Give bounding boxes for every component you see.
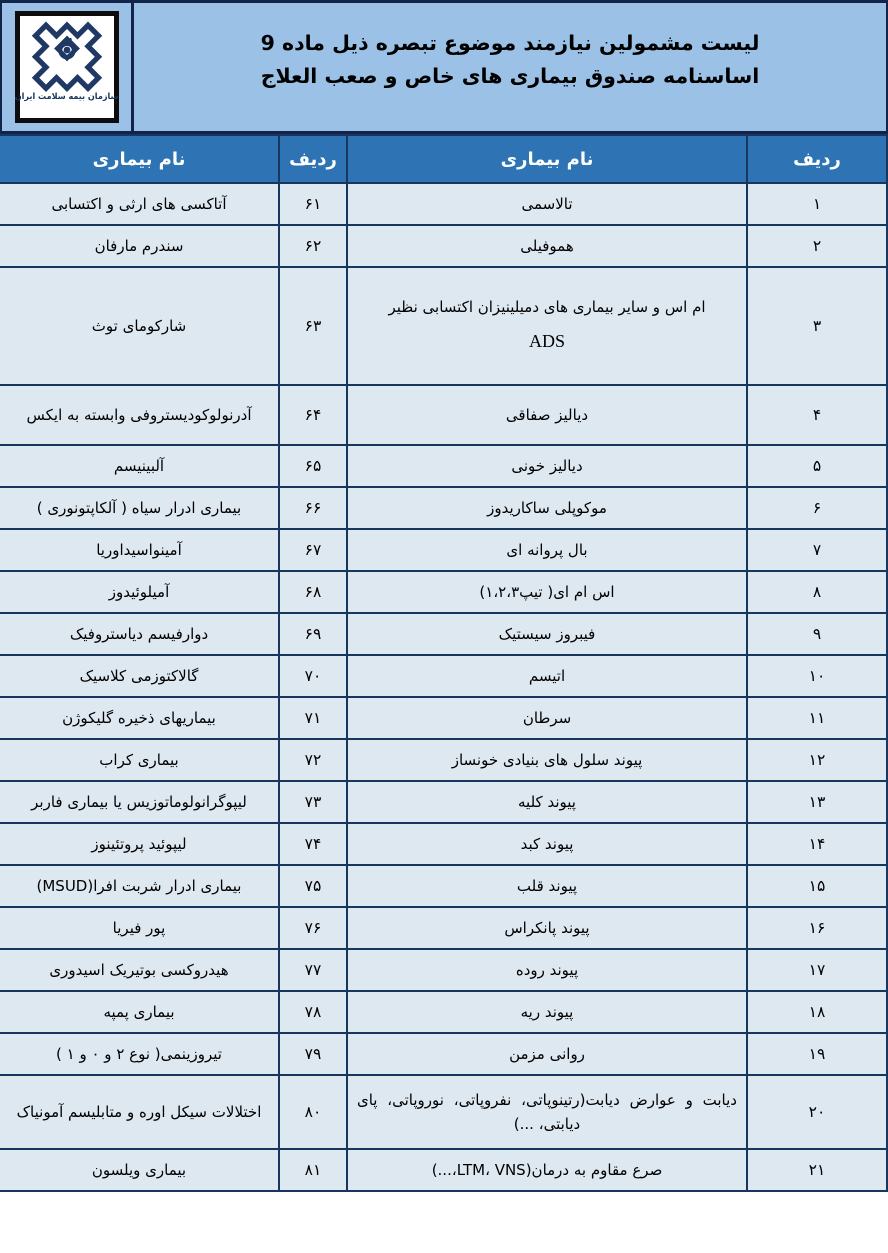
cell-row-number-left: ۸۰ (279, 1075, 347, 1149)
column-header-row-number-left: ردیف (279, 135, 347, 183)
cell-disease-name-left: آمیلوئیدوز (0, 571, 279, 613)
cell-row-number-left: ۷۸ (279, 991, 347, 1033)
table-row (0, 1075, 887, 1149)
table-row (0, 907, 887, 949)
table-row (0, 571, 887, 613)
cell-row-number-left: ۶۶ (279, 487, 347, 529)
table-row (0, 655, 887, 697)
table-row (0, 487, 887, 529)
cell-disease-name-right: پیوند قلب (347, 865, 747, 907)
cell-disease-name-right: پیوند کبد (347, 823, 747, 865)
cell-row-number-left: ۶۸ (279, 571, 347, 613)
cell-disease-name-left: بیماری کراب (0, 739, 279, 781)
cell-disease-name-left: شارکومای توث (0, 267, 279, 385)
cell-disease-name-right: پیوند پانکراس (347, 907, 747, 949)
cell-disease-name-right: دیابت و عوارض دیابت(رتینوپاتی، نفروپاتی، نوروپاتی، پای دیابتی، ...) (347, 1075, 747, 1149)
cell-disease-name-left: آدرنولوکودیستروفی وابسته به ایکس (0, 385, 279, 445)
table-row (0, 183, 887, 225)
cell-disease-name-left: بیماری پمپه (0, 991, 279, 1033)
cell-disease-name-right: تالاسمی (347, 183, 747, 225)
table-header (0, 135, 887, 183)
cell-disease-name-right: اس ام ای( تیپ۱،۲،۳) (347, 571, 747, 613)
cell-disease-name-right: دیالیز خونی (347, 445, 747, 487)
cell-row-number-right: ۷ (747, 529, 887, 571)
cell-disease-name-left: اختلالات سیکل اوره و متابلیسم آمونیاک (0, 1075, 279, 1149)
cell-row-number-right: ۵ (747, 445, 887, 487)
cell-disease-name-left: سندرم مارفان (0, 225, 279, 267)
cell-disease-name-left: لیپوگرانولوماتوزیس یا بیماری فاربر (0, 781, 279, 823)
cell-row-number-right: ۱۵ (747, 865, 887, 907)
cell-disease-name-right: فیبروز سیستیک (347, 613, 747, 655)
cell-row-number-left: ۷۹ (279, 1033, 347, 1075)
cell-disease-name-right: پیوند سلول های بنیادی خونساز (347, 739, 747, 781)
cell-row-number-right: ۲۰ (747, 1075, 887, 1149)
table-row (0, 865, 887, 907)
organization-logo (15, 11, 119, 123)
cell-disease-name-left: دوارفیسم دیاستروفیک (0, 613, 279, 655)
cell-row-number-left: ۷۴ (279, 823, 347, 865)
document-title-line-2: اساسنامه صندوق بیماری های خاص و صعب العلاج (260, 64, 760, 88)
cell-row-number-right: ۱۶ (747, 907, 887, 949)
cell-disease-name-left: لیپوئید پروتئینوز (0, 823, 279, 865)
cell-disease-name-right: هموفیلی (347, 225, 747, 267)
table-row (0, 949, 887, 991)
cell-disease-name-left: هیدروکسی بوتیریک اسیدوری (0, 949, 279, 991)
cell-row-number-right: ۲ (747, 225, 887, 267)
table-row (0, 991, 887, 1033)
cell-row-number-right: ۲۱ (747, 1149, 887, 1191)
cell-row-number-right: ۱۷ (747, 949, 887, 991)
organization-logo-cell (2, 3, 134, 131)
table-row (0, 445, 887, 487)
table-body (0, 183, 887, 1191)
column-header-disease-name-left: نام بیماری (0, 135, 279, 183)
cell-row-number-right: ۹ (747, 613, 887, 655)
cell-row-number-left: ۶۷ (279, 529, 347, 571)
cell-row-number-left: ۶۴ (279, 385, 347, 445)
table-row (0, 529, 887, 571)
cell-row-number-right: ۱ (747, 183, 887, 225)
document-header-banner (0, 0, 888, 134)
table-row (0, 1149, 887, 1191)
cell-disease-name-left: بیماری ویلسون (0, 1149, 279, 1191)
cell-disease-name-left: آتاکسی های ارثی و اکتسابی (0, 183, 279, 225)
cell-row-number-left: ۶۳ (279, 267, 347, 385)
cell-disease-name-right: پیوند ریه (347, 991, 747, 1033)
cell-row-number-left: ۶۵ (279, 445, 347, 487)
cell-row-number-left: ۶۲ (279, 225, 347, 267)
cell-row-number-right: ۱۱ (747, 697, 887, 739)
cell-row-number-left: ۷۲ (279, 739, 347, 781)
iran-health-insurance-logo-icon (29, 20, 105, 92)
cell-disease-name-right (347, 267, 747, 385)
cell-row-number-right: ۱۳ (747, 781, 887, 823)
table-row (0, 225, 887, 267)
cell-row-number-right: ۱۸ (747, 991, 887, 1033)
cell-row-number-left: ۷۵ (279, 865, 347, 907)
disease-list-table (0, 134, 888, 1192)
cell-disease-name-left: آلبینیسم (0, 445, 279, 487)
cell-row-number-right: ۴ (747, 385, 887, 445)
table-row (0, 697, 887, 739)
cell-disease-name-left: بیماری ادرار سیاه ( آلکاپتونوری ) (0, 487, 279, 529)
cell-row-number-left: ۶۱ (279, 183, 347, 225)
document-title-block (134, 3, 886, 131)
table-header-row (0, 135, 887, 183)
table-row (0, 385, 887, 445)
cell-row-number-left: ۷۰ (279, 655, 347, 697)
cell-row-number-left: ۷۷ (279, 949, 347, 991)
column-header-disease-name-right: نام بیماری (347, 135, 747, 183)
cell-disease-name-left: تیروزینمی( نوع ۲ و ۰ و ۱ ) (0, 1033, 279, 1075)
cell-disease-name-left: گالاکتوزمی کلاسیک (0, 655, 279, 697)
cell-row-number-right: ۳ (747, 267, 887, 385)
cell-row-number-left: ۶۹ (279, 613, 347, 655)
cell-disease-name-right: موکوپلی ساکاریدوز (347, 487, 747, 529)
cell-disease-name-right: پیوند روده (347, 949, 747, 991)
cell-row-number-right: ۸ (747, 571, 887, 613)
cell-disease-name-left: بیماریهای ذخیره گلیکوژن (0, 697, 279, 739)
cell-row-number-left: ۸۱ (279, 1149, 347, 1191)
cell-row-number-right: ۱۴ (747, 823, 887, 865)
cell-row-number-right: ۱۰ (747, 655, 887, 697)
cell-disease-name-right: اتیسم (347, 655, 747, 697)
cell-row-number-left: ۷۳ (279, 781, 347, 823)
column-header-row-number-right: ردیف (747, 135, 887, 183)
organization-name-caption: سازمان بیمه سلامت ایران (14, 92, 119, 102)
table-row (0, 823, 887, 865)
disease-name-text: ام اس و سایر بیماری های دمیلینیزان اکتسابی نظیر (388, 298, 706, 317)
cell-row-number-right: ۱۲ (747, 739, 887, 781)
cell-disease-name-right: دیالیز صفاقی (347, 385, 747, 445)
table-row (0, 267, 887, 385)
cell-row-number-left: ۷۱ (279, 697, 347, 739)
cell-disease-name-left: بیماری ادرار شربت افرا(MSUD) (0, 865, 279, 907)
table-row (0, 613, 887, 655)
cell-disease-name-right: روانی مزمن (347, 1033, 747, 1075)
disease-name-latin-abbreviation: ADS (528, 331, 565, 352)
cell-disease-name-right: بال پروانه ای (347, 529, 747, 571)
cell-disease-name-left: پور فیریا (0, 907, 279, 949)
document-title-line-1: لیست مشمولین نیازمند موضوع تبصره ذیل ماده 9 (260, 30, 760, 55)
table-row (0, 739, 887, 781)
table-row (0, 781, 887, 823)
cell-row-number-right: ۶ (747, 487, 887, 529)
cell-disease-name-right: سرطان (347, 697, 747, 739)
cell-disease-name-right: پیوند کلیه (347, 781, 747, 823)
cell-disease-name-right: صرع مقاوم به درمان(LTM، VNS،...) (347, 1149, 747, 1191)
cell-disease-name-left: آمینواسیداوریا (0, 529, 279, 571)
cell-row-number-right: ۱۹ (747, 1033, 887, 1075)
cell-row-number-left: ۷۶ (279, 907, 347, 949)
table-row (0, 1033, 887, 1075)
